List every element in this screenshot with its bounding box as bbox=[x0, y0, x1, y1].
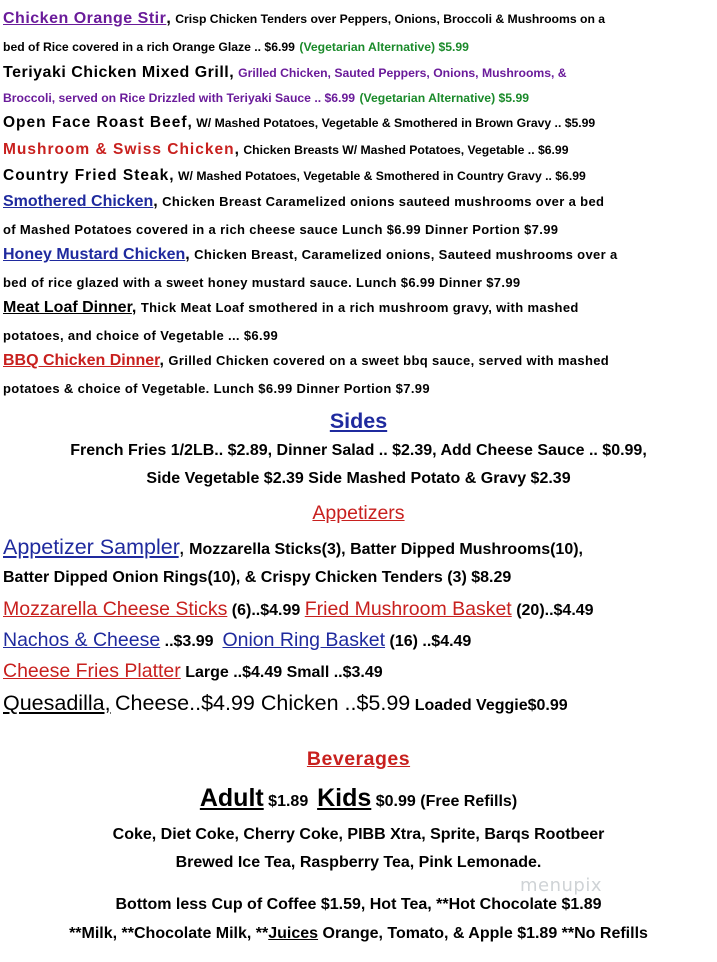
entree-desc: Thick Meat Loaf smothered in a rich mushroom gravy, with mashed bbox=[140, 300, 579, 315]
entree-desc2: bed of rice glazed with a sweet honey mustard sauce. Lunch $6.99 Dinner $7.99 bbox=[3, 275, 521, 290]
entree-country-fried-steak: Country Fried Steak, W/ Mashed Potatoes, Vegetable & Smothered in Country Gravy .. $6.99 bbox=[3, 167, 586, 184]
entree-desc: Grilled Chicken, Sauted Peppers, Onions, Mushrooms, & bbox=[238, 66, 567, 80]
appetizer-price: (16) ..$4.49 bbox=[389, 633, 472, 650]
appetizer-name: Onion Ring Basket bbox=[222, 629, 386, 651]
appetizer-sampler: Appetizer Sampler, Mozzarella Sticks(3), Batter Dipped Mushrooms(10), bbox=[3, 535, 583, 559]
entree-desc2: potatoes, and choice of Vegetable ... $6.99 bbox=[3, 328, 279, 343]
appetizer-name: Cheese Fries Platter bbox=[3, 660, 181, 682]
entree-name: Teriyaki Chicken Mixed Grill bbox=[3, 64, 230, 81]
beverages-heading: Beverages bbox=[306, 748, 411, 770]
appetizer-price: Loaded Veggie$0.99 bbox=[414, 697, 568, 714]
entree-name: Smothered Chicken bbox=[3, 193, 154, 210]
entree-desc-line bbox=[3, 274, 521, 292]
entree-smothered-chicken: Smothered Chicken, Chicken Breast Caramelized onions sauteed mushrooms over a bed bbox=[3, 193, 605, 210]
entree-name: Country Fried Steak bbox=[3, 167, 170, 184]
appetizer-row-mozz-mush bbox=[3, 598, 594, 621]
entree-desc2: bed of Rice covered in a rich Orange Glaze .. $6.99 bbox=[3, 40, 295, 54]
entree-honey-mustard-chicken: Honey Mustard Chicken, Chicken Breast, Caramelized onions, Sauteed mushrooms over a bbox=[3, 246, 618, 263]
appetizer-name: Appetizer Sampler bbox=[3, 535, 179, 559]
appetizer-desc: Mozzarella Sticks(3), Batter Dipped Mushrooms(10), bbox=[189, 541, 583, 558]
entree-desc: Chicken Breasts W/ Mashed Potatoes, Vegetable .. $6.99 bbox=[243, 143, 569, 157]
entree-desc-line bbox=[3, 38, 469, 56]
kids-price: $0.99 (Free Refills) bbox=[375, 793, 518, 810]
adult-price: $1.89 bbox=[268, 793, 309, 810]
beverages-line: Bottom less Cup of Coffee $1.59, Hot Tea, **Hot Chocolate $1.89 bbox=[115, 896, 602, 913]
appetizer-price: Large ..$4.49 Small ..$3.49 bbox=[185, 664, 383, 681]
appetizer-name: Quesadilla, bbox=[3, 691, 111, 715]
entree-desc: Chicken Breast Caramelized onions sauteed mushrooms over a bed bbox=[162, 194, 605, 209]
entree-desc: W/ Mashed Potatoes, Vegetable & Smothered in Brown Gravy .. $5.99 bbox=[196, 116, 596, 130]
beverages-sizes bbox=[0, 784, 717, 813]
entree-desc-line bbox=[3, 380, 430, 398]
vegetarian-alt: (Vegetarian Alternative) $5.99 bbox=[359, 91, 530, 105]
entree-desc: Crisp Chicken Tenders over Peppers, Onions, Broccoli & Mushrooms on a bbox=[175, 12, 606, 26]
entree-name: Open Face Roast Beef bbox=[3, 114, 188, 131]
entree-teriyaki-chicken: Teriyaki Chicken Mixed Grill, Grilled Chicken, Sauted Peppers, Onions, Mushrooms, & bbox=[3, 64, 567, 81]
beverages-milk: **Milk, **Chocolate Milk, ** bbox=[69, 925, 269, 942]
sides-line: French Fries 1/2LB.. $2.89, Dinner Salad .. $2.39, Add Cheese Sauce .. $0.99, bbox=[70, 442, 647, 459]
watermark: menupix bbox=[520, 875, 603, 896]
beverages-line: Coke, Diet Coke, Cherry Coke, PIBB Xtra, Sprite, Barqs Rootbeer bbox=[112, 826, 605, 843]
adult-label: Adult bbox=[199, 784, 264, 812]
entree-open-face-roast-beef: Open Face Roast Beef, W/ Mashed Potatoes, Vegetable & Smothered in Brown Gravy .. $5.99 bbox=[3, 114, 596, 131]
entree-name: Honey Mustard Chicken bbox=[3, 246, 186, 263]
entree-chicken-orange-stir: Chicken Orange Stir, Crisp Chicken Tenders over Peppers, Onions, Broccoli & Mushrooms on a bbox=[3, 10, 606, 27]
entree-desc: Grilled Chicken covered on a sweet bbq sauce, served with mashed bbox=[168, 353, 610, 368]
entree-desc: Chicken Breast, Caramelized onions, Sauteed mushrooms over a bbox=[194, 247, 618, 262]
appetizer-row-quesadilla bbox=[3, 691, 568, 716]
beverages-line: Brewed Ice Tea, Raspberry Tea, Pink Lemonade. bbox=[175, 854, 542, 871]
entree-name: Meat Loaf Dinner bbox=[3, 299, 132, 316]
beverages-line-last bbox=[0, 925, 717, 943]
beverages-juices: Juices bbox=[268, 925, 319, 942]
appetizer-price: (20)..$4.49 bbox=[516, 602, 594, 619]
entree-desc2: Broccoli, served on Rice Drizzled with Teriyaki Sauce .. $6.99 bbox=[3, 91, 355, 105]
entree-desc-line bbox=[3, 221, 558, 239]
appetizer-name: Mozzarella Cheese Sticks bbox=[3, 598, 228, 620]
entree-desc-line bbox=[3, 89, 529, 107]
entree-name: BBQ Chicken Dinner bbox=[3, 352, 160, 369]
appetizer-row-nachos-onion bbox=[3, 629, 471, 652]
appetizer-name: Fried Mushroom Basket bbox=[304, 598, 512, 620]
beverages-juices-rest: Orange, Tomato, & Apple $1.89 **No Refills bbox=[318, 925, 648, 942]
appetizer-price: ..$3.99 bbox=[164, 633, 214, 650]
sides-heading: Sides bbox=[329, 409, 388, 433]
appetizer-desc-line bbox=[3, 569, 511, 587]
appetizer-price: Cheese..$4.99 Chicken ..$5.99 bbox=[115, 691, 411, 715]
entree-meat-loaf-dinner: Meat Loaf Dinner, Thick Meat Loaf smothered in a rich mushroom gravy, with mashed bbox=[3, 299, 579, 316]
entree-desc2: potatoes & choice of Vegetable. Lunch $6.99 Dinner Portion $7.99 bbox=[3, 381, 430, 396]
kids-label: Kids bbox=[317, 784, 372, 812]
entree-desc-line bbox=[3, 327, 278, 345]
entree-desc: W/ Mashed Potatoes, Vegetable & Smothered in Country Gravy .. $6.99 bbox=[178, 169, 586, 183]
entree-mushroom-swiss-chicken: Mushroom & Swiss Chicken, Chicken Breasts W/ Mashed Potatoes, Vegetable .. $6.99 bbox=[3, 141, 569, 158]
entree-name: Chicken Orange Stir bbox=[3, 10, 167, 27]
sides-line: Side Vegetable $2.39 Side Mashed Potato & Gravy $2.39 bbox=[146, 470, 571, 487]
entree-bbq-chicken-dinner: BBQ Chicken Dinner, Grilled Chicken covered on a sweet bbq sauce, served with mashed bbox=[3, 352, 610, 369]
appetizers-heading bbox=[0, 502, 717, 525]
entree-desc2: of Mashed Potatoes covered in a rich cheese sauce Lunch $6.99 Dinner Portion $7.99 bbox=[3, 222, 559, 237]
appetizer-row-cheese-fries bbox=[3, 660, 383, 683]
vegetarian-alt: (Vegetarian Alternative) $5.99 bbox=[299, 40, 469, 54]
appetizer-name: Nachos & Cheese bbox=[3, 629, 161, 651]
appetizer-desc2: Batter Dipped Onion Rings(10), & Crispy Chicken Tenders (3) $8.29 bbox=[3, 569, 512, 586]
entree-name: Mushroom & Swiss Chicken bbox=[3, 141, 235, 158]
appetizers-title: Appetizers bbox=[312, 502, 405, 524]
appetizer-price: (6)..$4.99 bbox=[231, 602, 301, 619]
